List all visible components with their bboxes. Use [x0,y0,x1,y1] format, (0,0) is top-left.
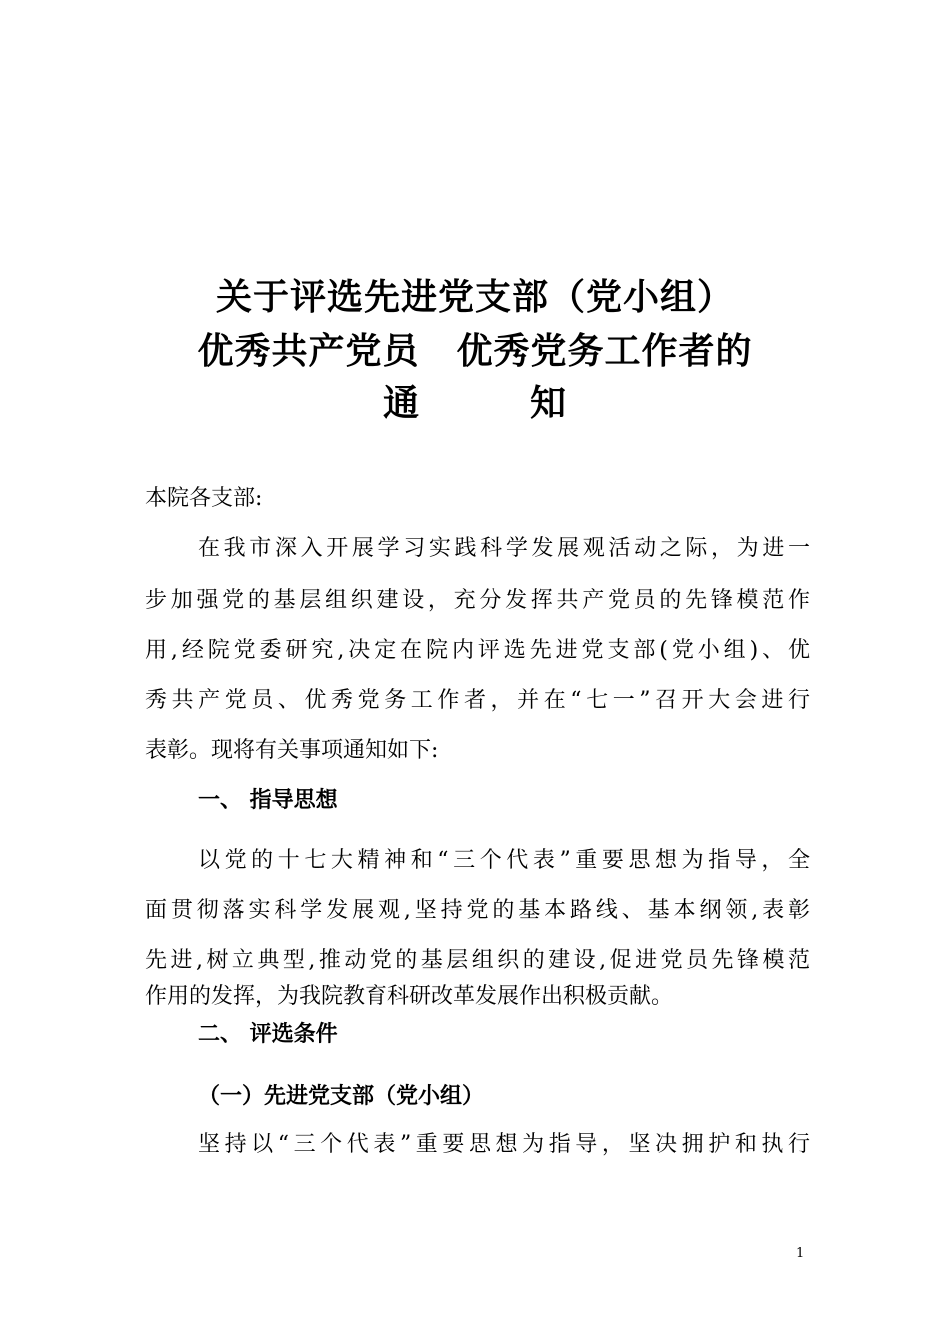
salutation: 本院各支部: [145,486,263,511]
section-1-line: 以党的十七大精神和“三个代表”重要思想为指导，全 [198,848,810,873]
title-word-tong: 通 [382,383,420,424]
page-number: 1 [796,1246,805,1261]
section-2-heading: 二、 评选条件 [198,1022,338,1047]
section-1-heading: 一、 指导思想 [198,788,338,813]
section-1-line: 先进,树立典型,推动党的基层组织的建设,促进党员先锋模范 [145,948,810,973]
intro-line: 表彰。现将有关事项通知如下: [145,738,439,763]
intro-line: 秀共产党员、优秀党务工作者，并在“七一”召开大会进行 [145,688,810,713]
title-line-1: 关于评选先进党支部（党小组） [215,277,734,318]
section-2-sub-heading: （一）先进党支部（党小组） [198,1084,485,1109]
section-1-line: 作用的发挥，为我院教育科研改革发展作出积极贡献。 [145,984,674,1009]
section-2-line: 坚持以“三个代表”重要思想为指导，坚决拥护和执行 [198,1132,810,1157]
section-1-line: 面贯彻落实科学发展观,坚持党的基本路线、基本纲领,表彰 [145,898,810,923]
intro-line: 在我市深入开展学习实践科学发展观活动之际，为进一 [198,536,810,561]
title-line-3 [0,382,950,426]
intro-line: 步加强党的基层组织建设，充分发挥共产党员的先锋模范作 [145,588,810,613]
title-line-2: 优秀共产党员 优秀党务工作者的 [197,331,753,372]
intro-line: 用,经院党委研究,决定在院内评选先进党支部(党小组)、优 [145,638,810,663]
title-word-zhi: 知 [530,383,568,424]
